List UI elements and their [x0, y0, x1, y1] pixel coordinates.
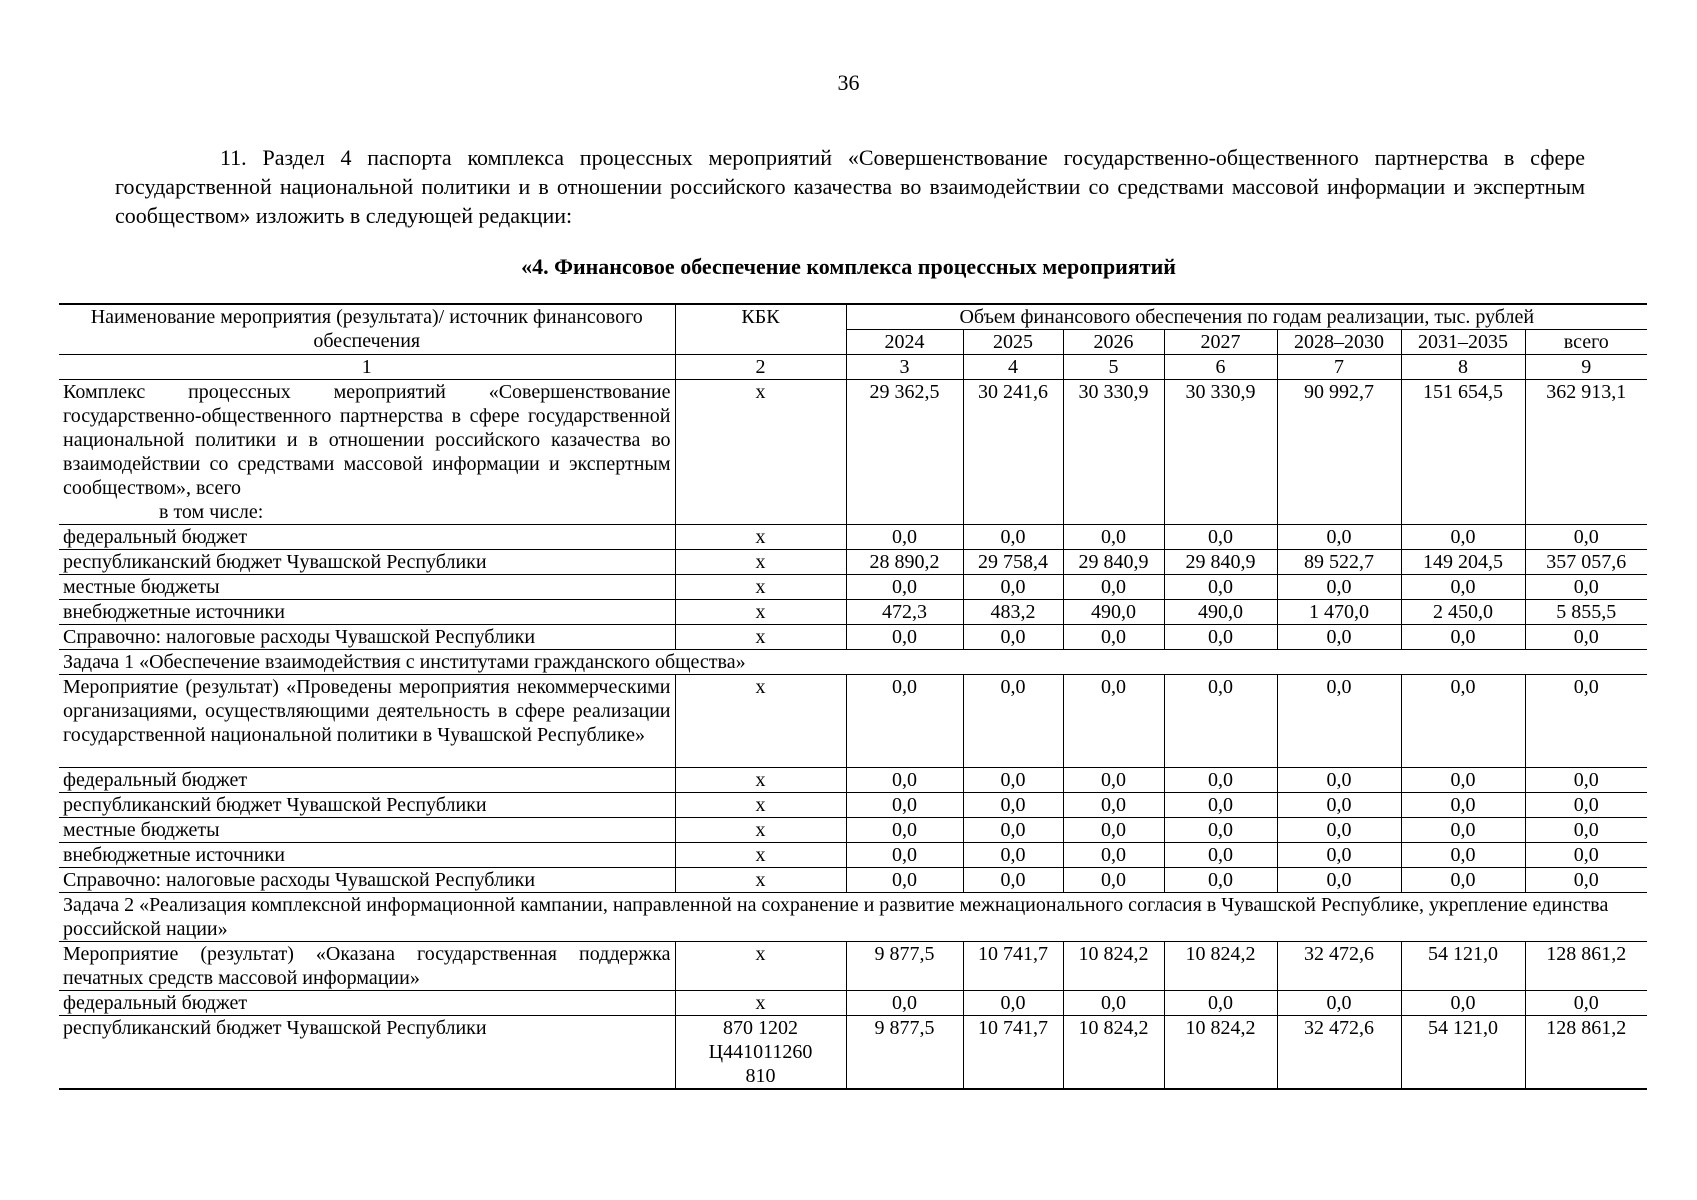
value-cell: 0,0 — [1401, 843, 1525, 868]
value-cell: 10 824,2 — [1063, 1016, 1164, 1090]
value-cell: 10 824,2 — [1164, 1016, 1277, 1090]
value-cell: 0,0 — [846, 768, 963, 793]
value-cell: 30 241,6 — [963, 380, 1063, 525]
kbk-cell: х — [675, 768, 846, 793]
source-row — [59, 868, 1647, 893]
kbk-cell: х — [675, 843, 846, 868]
source-row — [59, 793, 1647, 818]
value-cell: 0,0 — [1063, 991, 1164, 1016]
kbk-cell: х — [675, 525, 846, 550]
value-cell: 0,0 — [846, 843, 963, 868]
value-cell: 89 522,7 — [1277, 550, 1401, 575]
value-cell: 362 913,1 — [1525, 380, 1647, 525]
column-number: 3 — [846, 355, 963, 380]
kbk-cell: х — [675, 675, 846, 768]
value-cell: 0,0 — [1164, 868, 1277, 893]
value-cell: 10 824,2 — [1063, 942, 1164, 991]
event-row — [59, 942, 1647, 991]
column-number: 1 — [59, 355, 675, 380]
value-cell: 0,0 — [1401, 818, 1525, 843]
kbk-cell: х — [675, 575, 846, 600]
source-name: внебюджетные источники — [59, 600, 675, 625]
intro-paragraph: 11. Раздел 4 паспорта комплекса процессных мероприятий «Совершенствование государственно-общественного партнерства в сфере государственной национальной политики и в отношении российского казачества во взаимодействии со средствами массовой информации и экспертным сообществом» изложить в следующей редакции: — [115, 145, 1585, 228]
kbk-cell: х — [675, 942, 846, 991]
value-cell: 0,0 — [846, 818, 963, 843]
source-name: внебюджетные источники — [59, 843, 675, 868]
value-cell: 0,0 — [1401, 793, 1525, 818]
task-2: Задача 2 «Реализация комплексной информационной кампании, направленной на сохранение и развитие межнационального согласия в Чувашской Республике, укрепление единства российской нации» — [59, 893, 1647, 942]
header-year: 2027 — [1164, 330, 1277, 355]
value-cell: 0,0 — [1525, 625, 1647, 650]
value-cell: 0,0 — [1277, 793, 1401, 818]
source-row — [59, 525, 1647, 550]
value-cell: 0,0 — [963, 625, 1063, 650]
value-cell: 490,0 — [1164, 600, 1277, 625]
source-row — [59, 818, 1647, 843]
value-cell: 472,3 — [846, 600, 963, 625]
column-number: 2 — [675, 355, 846, 380]
value-cell: 0,0 — [846, 625, 963, 650]
value-cell: 0,0 — [1164, 675, 1277, 768]
value-cell: 0,0 — [1401, 768, 1525, 793]
value-cell: 90 992,7 — [1277, 380, 1401, 525]
source-row — [59, 991, 1647, 1016]
value-cell: 0,0 — [1401, 675, 1525, 768]
value-cell: 128 861,2 — [1525, 942, 1647, 991]
value-cell: 0,0 — [1063, 793, 1164, 818]
value-cell: 0,0 — [1164, 575, 1277, 600]
complex-total-row — [59, 380, 1647, 525]
column-number: 9 — [1525, 355, 1647, 380]
value-cell: 10 741,7 — [963, 942, 1063, 991]
kbk-line: 870 1202 — [723, 1017, 798, 1039]
value-cell: 29 840,9 — [1063, 550, 1164, 575]
value-cell: 1 470,0 — [1277, 600, 1401, 625]
value-cell: 0,0 — [1063, 525, 1164, 550]
value-cell: 151 654,5 — [1401, 380, 1525, 525]
value-cell: 10 741,7 — [963, 1016, 1063, 1090]
source-row — [59, 600, 1647, 625]
kbk-cell: х — [675, 550, 846, 575]
source-name: Справочно: налоговые расходы Чувашской Республики — [59, 625, 675, 650]
value-cell: 54 121,0 — [1401, 1016, 1525, 1090]
kbk-cell: х — [675, 625, 846, 650]
source-row — [59, 1016, 1647, 1090]
value-cell: 0,0 — [1525, 991, 1647, 1016]
value-cell: 0,0 — [1277, 991, 1401, 1016]
value-cell: 149 204,5 — [1401, 550, 1525, 575]
source-name: федеральный бюджет — [59, 991, 675, 1016]
value-cell: 0,0 — [1277, 575, 1401, 600]
value-cell: 30 330,9 — [1164, 380, 1277, 525]
value-cell: 357 057,6 — [1525, 550, 1647, 575]
value-cell: 0,0 — [1063, 625, 1164, 650]
task-row — [59, 650, 1647, 675]
value-cell: 2 450,0 — [1401, 600, 1525, 625]
value-cell: 0,0 — [1277, 868, 1401, 893]
value-cell: 10 824,2 — [1164, 942, 1277, 991]
value-cell: 0,0 — [1525, 818, 1647, 843]
value-cell: 0,0 — [1401, 991, 1525, 1016]
kbk-line: Ц441011260 — [708, 1041, 813, 1063]
value-cell: 28 890,2 — [846, 550, 963, 575]
value-cell: 0,0 — [846, 991, 963, 1016]
value-cell: 0,0 — [846, 675, 963, 768]
value-cell: 0,0 — [1525, 868, 1647, 893]
header-year: 2026 — [1063, 330, 1164, 355]
value-cell: 0,0 — [1164, 625, 1277, 650]
column-number: 5 — [1063, 355, 1164, 380]
kbk-cell: х — [675, 600, 846, 625]
header-kbk: КБК — [675, 304, 846, 355]
source-name: федеральный бюджет — [59, 525, 675, 550]
value-cell: 0,0 — [1525, 675, 1647, 768]
source-name: республиканский бюджет Чувашской Республики — [59, 1016, 675, 1090]
value-cell: 0,0 — [963, 818, 1063, 843]
source-name: республиканский бюджет Чувашской Республики — [59, 550, 675, 575]
value-cell: 0,0 — [1525, 768, 1647, 793]
value-cell: 0,0 — [846, 525, 963, 550]
value-cell: 0,0 — [1525, 525, 1647, 550]
event-row — [59, 675, 1647, 768]
value-cell: 0,0 — [1164, 525, 1277, 550]
task-1: Задача 1 «Обеспечение взаимодействия с институтами гражданского общества» — [59, 650, 1647, 675]
value-cell: 54 121,0 — [1401, 942, 1525, 991]
source-row — [59, 625, 1647, 650]
value-cell: 0,0 — [846, 868, 963, 893]
value-cell: 0,0 — [1401, 868, 1525, 893]
value-cell: 0,0 — [1277, 525, 1401, 550]
source-row — [59, 550, 1647, 575]
value-cell: 0,0 — [963, 991, 1063, 1016]
value-cell: 0,0 — [1277, 675, 1401, 768]
value-cell: 0,0 — [963, 525, 1063, 550]
header-year: 2028–2030 — [1277, 330, 1401, 355]
value-cell: 0,0 — [846, 575, 963, 600]
kbk-cell: х — [675, 991, 846, 1016]
value-cell: 29 840,9 — [1164, 550, 1277, 575]
value-cell: 32 472,6 — [1277, 1016, 1401, 1090]
value-cell: 0,0 — [1277, 818, 1401, 843]
value-cell: 0,0 — [1063, 818, 1164, 843]
value-cell: 0,0 — [1063, 843, 1164, 868]
complex-name — [59, 380, 675, 525]
value-cell: 0,0 — [1164, 793, 1277, 818]
kbk-cell — [675, 1016, 846, 1090]
source-row — [59, 575, 1647, 600]
value-cell: 0,0 — [963, 575, 1063, 600]
value-cell: 30 330,9 — [1063, 380, 1164, 525]
value-cell: 0,0 — [846, 793, 963, 818]
value-cell: 0,0 — [1164, 843, 1277, 868]
source-row — [59, 768, 1647, 793]
source-name: федеральный бюджет — [59, 768, 675, 793]
value-cell: 483,2 — [963, 600, 1063, 625]
value-cell: 0,0 — [1525, 793, 1647, 818]
financing-table — [59, 303, 1647, 1090]
column-number: 8 — [1401, 355, 1525, 380]
header-year: 2024 — [846, 330, 963, 355]
header-year: 2031–2035 — [1401, 330, 1525, 355]
value-cell: 9 877,5 — [846, 1016, 963, 1090]
value-cell: 0,0 — [1063, 768, 1164, 793]
value-cell: 0,0 — [1401, 625, 1525, 650]
event-1-name: Мероприятие (результат) «Проведены мероприятия некоммерческими организациями, осуществляющими деятельность в сфере реализации государственной национальной политики в Чувашской Республике» — [59, 675, 675, 768]
value-cell: 0,0 — [1164, 768, 1277, 793]
source-name: местные бюджеты — [59, 575, 675, 600]
section-heading: «4. Финансовое обеспечение комплекса процессных мероприятий — [521, 254, 1176, 279]
value-cell: 0,0 — [1277, 625, 1401, 650]
source-row — [59, 843, 1647, 868]
value-cell: 0,0 — [963, 793, 1063, 818]
header-name: Наименование мероприятия (результата)/ источник финансового обеспечения — [59, 304, 675, 355]
complex-incl: в том числе: — [159, 501, 264, 523]
value-cell: 29 758,4 — [963, 550, 1063, 575]
source-name: местные бюджеты — [59, 818, 675, 843]
value-cell: 0,0 — [1401, 525, 1525, 550]
header-volume: Объем финансового обеспечения по годам реализации, тыс. рублей — [846, 304, 1647, 330]
header-year: 2025 — [963, 330, 1063, 355]
value-cell: 0,0 — [963, 768, 1063, 793]
kbk-line: 810 — [745, 1065, 776, 1087]
value-cell: 0,0 — [1063, 575, 1164, 600]
value-cell: 0,0 — [1525, 575, 1647, 600]
kbk-cell: х — [675, 818, 846, 843]
value-cell: 0,0 — [1164, 818, 1277, 843]
page-number: 36 — [837, 70, 860, 95]
value-cell: 9 877,5 — [846, 942, 963, 991]
value-cell: 29 362,5 — [846, 380, 963, 525]
kbk-cell: х — [675, 868, 846, 893]
value-cell: 0,0 — [963, 843, 1063, 868]
value-cell: 0,0 — [1277, 843, 1401, 868]
value-cell: 0,0 — [963, 675, 1063, 768]
value-cell: 0,0 — [1164, 991, 1277, 1016]
value-cell: 490,0 — [1063, 600, 1164, 625]
header-year: всего — [1525, 330, 1647, 355]
column-number: 4 — [963, 355, 1063, 380]
complex-title: Комплекс процессных мероприятий «Совершенствование государственно-общественного партнерства в сфере государственной национальной политики и в отношении российского казачества во взаимодействии со средствами массовой информации и экспертным сообществом», всего — [63, 381, 671, 499]
event-2-name: Мероприятие (результат) «Оказана государственная поддержка печатных средств массовой информации» — [59, 942, 675, 991]
value-cell: 0,0 — [1277, 768, 1401, 793]
value-cell: 0,0 — [963, 868, 1063, 893]
kbk-cell: х — [675, 793, 846, 818]
source-name: Справочно: налоговые расходы Чувашской Республики — [59, 868, 675, 893]
column-number: 7 — [1277, 355, 1401, 380]
column-numbers-row — [59, 355, 1647, 380]
value-cell: 5 855,5 — [1525, 600, 1647, 625]
value-cell: 0,0 — [1063, 868, 1164, 893]
source-name: республиканский бюджет Чувашской Республики — [59, 793, 675, 818]
value-cell: 128 861,2 — [1525, 1016, 1647, 1090]
value-cell: 0,0 — [1401, 575, 1525, 600]
value-cell: 0,0 — [1525, 843, 1647, 868]
kbk-cell: х — [675, 380, 846, 525]
value-cell: 0,0 — [1063, 675, 1164, 768]
value-cell: 32 472,6 — [1277, 942, 1401, 991]
task-row — [59, 893, 1647, 942]
column-number: 6 — [1164, 355, 1277, 380]
header-row — [59, 304, 1647, 330]
